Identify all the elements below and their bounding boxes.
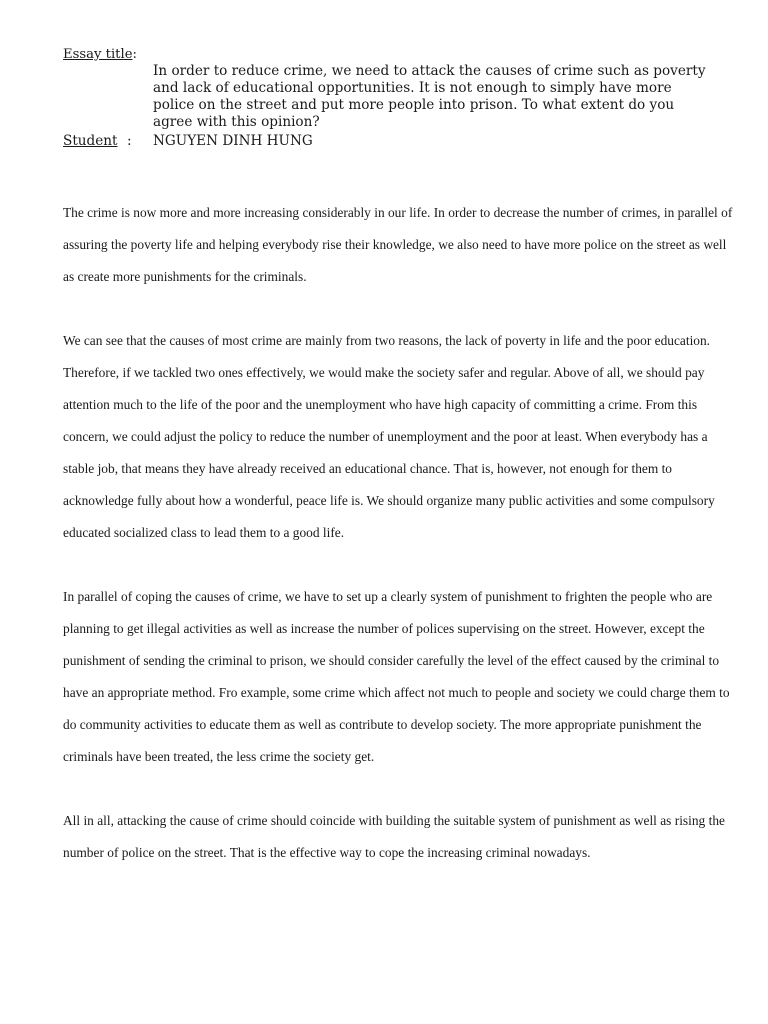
student-label: Student [63,133,118,149]
paragraph-causes: We can see that the causes of most crime are mainly from two reasons, the lack of poverty in life and the poor education. Therefore, if we tackled two ones effectively, we would make the society safer and regular. Above of all, we should pay attention much to the life of the poor and the unemployment who have high capacity of committing a crime. From this concern, we could adjust the policy to reduce the number of unemployment and the poor at least. When everybody has a stable job, that means they have already received an educational chance. That is, however, not enough for them to acknowledge fully about how a wonderful, peace life is. We should organize many public activities and some compulsory educated socialized class to lead them to a good life. [63,333,715,540]
essay-title-label: Essay title [63,47,133,62]
essay-header [63,46,723,131]
student-name: NGUYEN DINH HUNG [153,133,313,149]
essay-title-row [63,46,723,63]
student-colon: : [127,133,132,149]
essay-title-colon: : [132,47,137,62]
paragraph-introduction: The crime is now more and more increasing considerably in our life. In order to decrease the number of crimes, in parallel of assuring the poverty life and helping everybody rise their knowledge, we also need to have more police on the street as well as create more punishments for the criminals. [63,205,733,284]
student-row [63,133,313,150]
essay-title-text: In order to reduce crime, we need to attack the causes of crime such as poverty and lack of educational opportunities. It is not enough to simply have more police on the street and put more people into prison. To what extent do you agree with this opinion? [153,63,706,130]
essay-body [63,197,733,901]
paragraph-conclusion: All in all, attacking the cause of crime should coincide with building the suitable system of punishment as well as rising the number of police on the street. That is the effective way to cope the increasing criminal nowadays. [63,813,725,860]
paragraph-punishment: In parallel of coping the causes of crime, we have to set up a clearly system of punishment to frighten the people who are planning to get illegal activities as well as increase the number of polices supervising on the street. However, except the punishment of sending the criminal to prison, we should consider carefully the level of the effect caused by the criminal to have an appropriate method. Fro example, some crime which affect not much to people and society we could charge them to do community activities to educate them as well as contribute to develop society. The more appropriate punishment the criminals have been treated, the less crime the society get. [63,589,730,764]
